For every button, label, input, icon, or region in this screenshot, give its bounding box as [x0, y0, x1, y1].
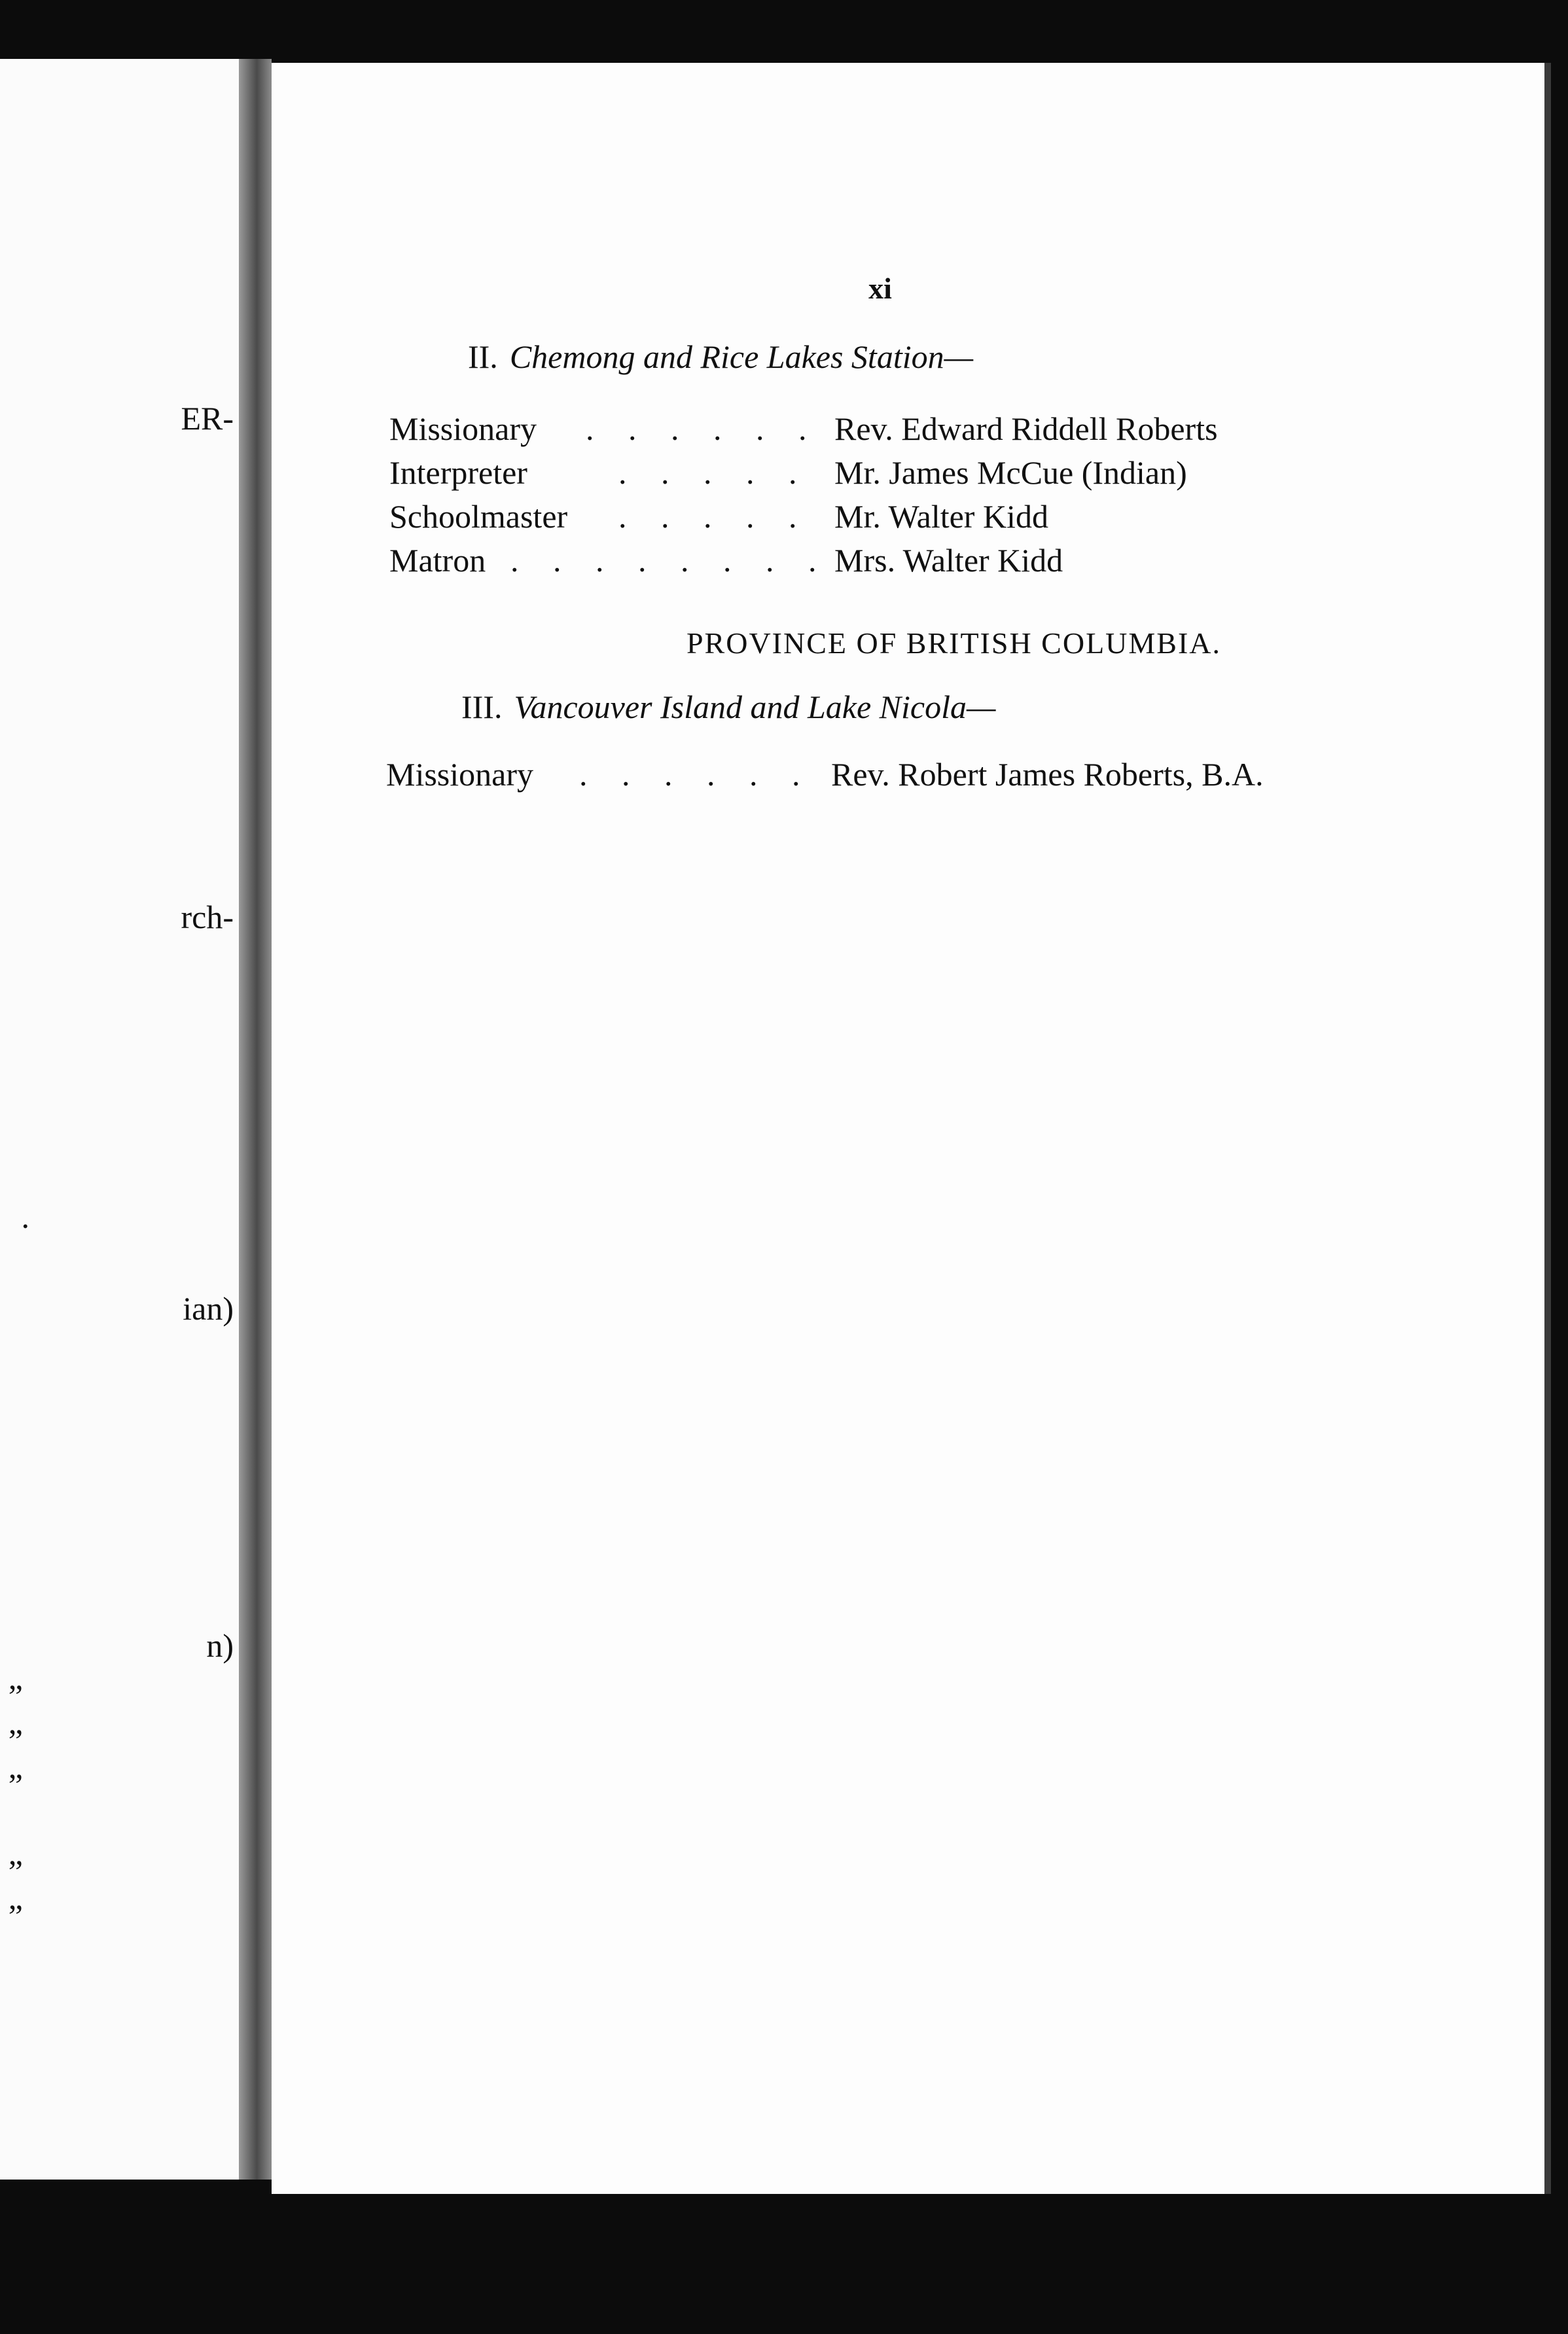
section-name: Vancouver Island and Lake Nicola—: [514, 689, 996, 725]
left-page-fragment: n): [206, 1627, 234, 1664]
entry-role: Missionary: [386, 756, 533, 793]
left-page-fragment: rch-: [181, 899, 234, 935]
entry-row: [389, 410, 1436, 453]
section-heading-chemong: [468, 338, 973, 376]
book-gutter: [239, 59, 272, 2180]
left-page-fragment: .: [21, 1198, 29, 1235]
left-facing-page: [0, 59, 239, 2180]
left-page-fragment: ”: [8, 1897, 23, 1934]
left-page-fragment: ”: [8, 1767, 23, 1803]
left-page-fragment: ”: [8, 1678, 23, 1714]
entry-row: [386, 755, 1433, 799]
left-page-fragment: ”: [8, 1722, 23, 1759]
entry-role: Schoolmaster: [389, 498, 568, 535]
entry-person: Rev. Edward Riddell Roberts: [834, 410, 1218, 447]
entry-role: Matron: [389, 542, 486, 579]
dot-leader: . . . . . .: [586, 410, 820, 447]
dot-leader: . . . . .: [618, 498, 810, 535]
province-heading-text: PROVINCE OF BRITISH COLUMBIA.: [686, 626, 1222, 660]
entry-person: Mrs. Walter Kidd: [834, 542, 1063, 579]
left-page-fragment: ”: [8, 1853, 23, 1890]
entry-row: [389, 454, 1436, 497]
entry-person: Mr. Walter Kidd: [834, 498, 1048, 535]
entry-row: [389, 497, 1436, 541]
section-heading-vancouver: [461, 688, 995, 726]
left-page-fragment: ER-: [181, 400, 234, 437]
section-numeral: II.: [468, 338, 498, 375]
entry-person: Mr. James McCue (Indian): [834, 454, 1187, 491]
entry-role: Interpreter: [389, 454, 527, 491]
entry-role: Missionary: [389, 410, 537, 447]
section-name: Chemong and Rice Lakes Station—: [509, 338, 974, 375]
section-numeral: III.: [461, 689, 503, 725]
entry-row: [389, 541, 1436, 584]
left-page-fragment: ian): [183, 1290, 234, 1327]
province-heading: [272, 626, 1544, 660]
right-page: [272, 63, 1551, 2194]
page-number: xi: [868, 272, 892, 305]
entry-person: Rev. Robert James Roberts, B.A.: [831, 756, 1264, 793]
dot-leader: . . . . . . . .: [510, 542, 830, 579]
dot-leader: . . . . .: [618, 454, 810, 491]
dot-leader: . . . . . .: [579, 756, 813, 793]
